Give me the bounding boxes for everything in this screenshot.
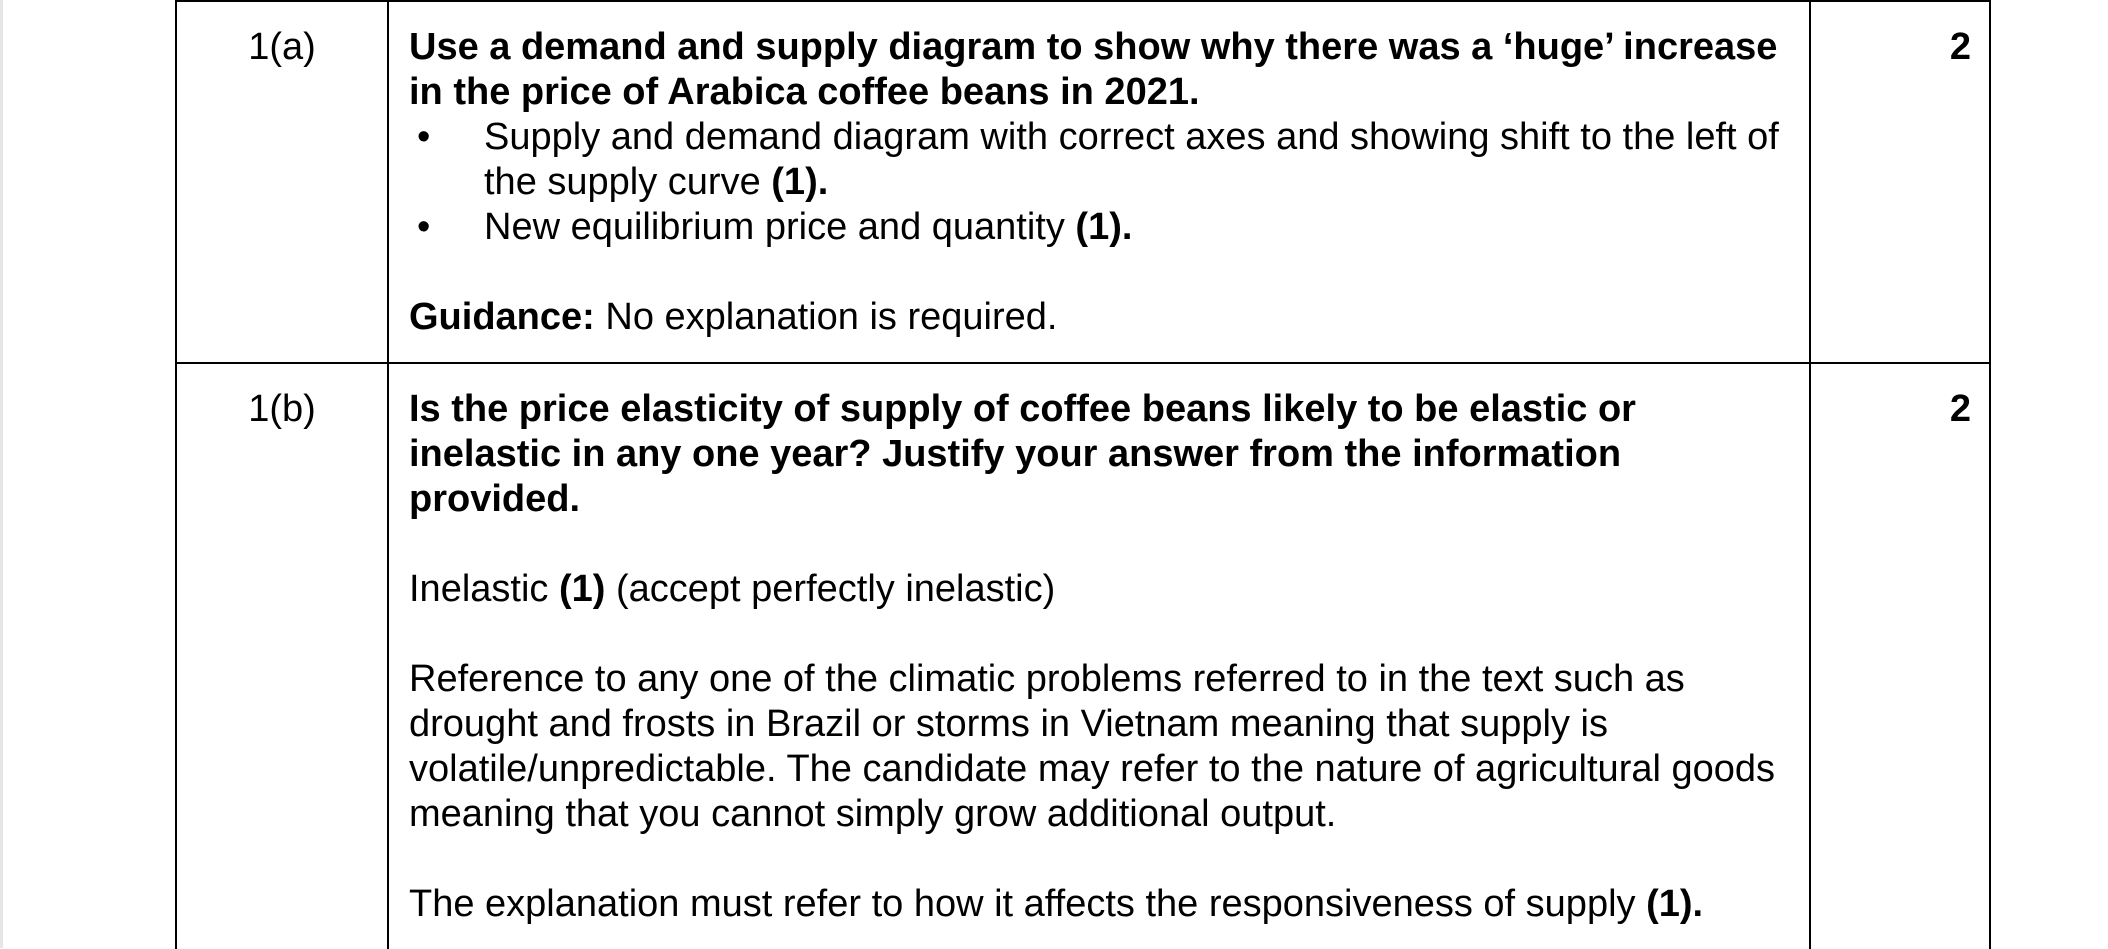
guidance xyxy=(409,295,1789,340)
table-row xyxy=(176,363,1990,949)
question-number: 1(a) xyxy=(176,1,388,363)
answer-line xyxy=(409,567,1789,612)
question-text: Is the price elasticity of supply of coffee beans likely to be elastic or inelastic in any one year? Justify your answer from the information provided. xyxy=(409,388,1636,520)
list-item xyxy=(409,205,1789,250)
point-text: Supply and demand diagram with correct axes and showing shift to the left of the supply curve xyxy=(484,116,1779,203)
marks-value: 2 xyxy=(1810,1,1990,363)
explanation-mark: (1). xyxy=(1646,883,1704,925)
marking-points xyxy=(409,115,1789,250)
list-item xyxy=(409,115,1789,205)
marks-value: 2 xyxy=(1810,363,1990,949)
answer-cell xyxy=(388,363,1810,949)
question-text: Use a demand and supply diagram to show why there was a ‘huge’ increase in the price of Arabica coffee beans in 2021. xyxy=(409,26,1778,113)
answer-mark: (1) xyxy=(558,568,606,610)
explanation-text: The explanation must refer to how it affects the responsiveness of supply xyxy=(409,883,1636,925)
guidance-text: No explanation is required. xyxy=(605,296,1058,338)
mark-scheme-table xyxy=(175,0,1991,949)
guidance-label: Guidance: xyxy=(409,296,595,338)
answer-note: (accept perfectly inelastic) xyxy=(615,568,1056,610)
question-number: 1(b) xyxy=(176,363,388,949)
answer-cell xyxy=(388,1,1810,363)
table-row xyxy=(176,1,1990,363)
bullet-icon: • xyxy=(417,206,431,248)
reference-paragraph: Reference to any one of the climatic problems referred to in the text such as drought and frosts in Brazil or storms in Vietnam meaning that supply is volatile/unpredictable. The candidate may refer to the nature of agricultural goods meaning that you cannot simply grow additional output. xyxy=(409,658,1776,835)
explanation-line xyxy=(409,882,1789,927)
bullet-icon: • xyxy=(417,116,431,158)
point-text: New equilibrium price and quantity xyxy=(484,206,1065,248)
point-mark: (1). xyxy=(771,161,829,203)
point-mark: (1). xyxy=(1075,206,1133,248)
answer-text: Inelastic xyxy=(409,568,549,610)
page-edge xyxy=(0,0,3,948)
